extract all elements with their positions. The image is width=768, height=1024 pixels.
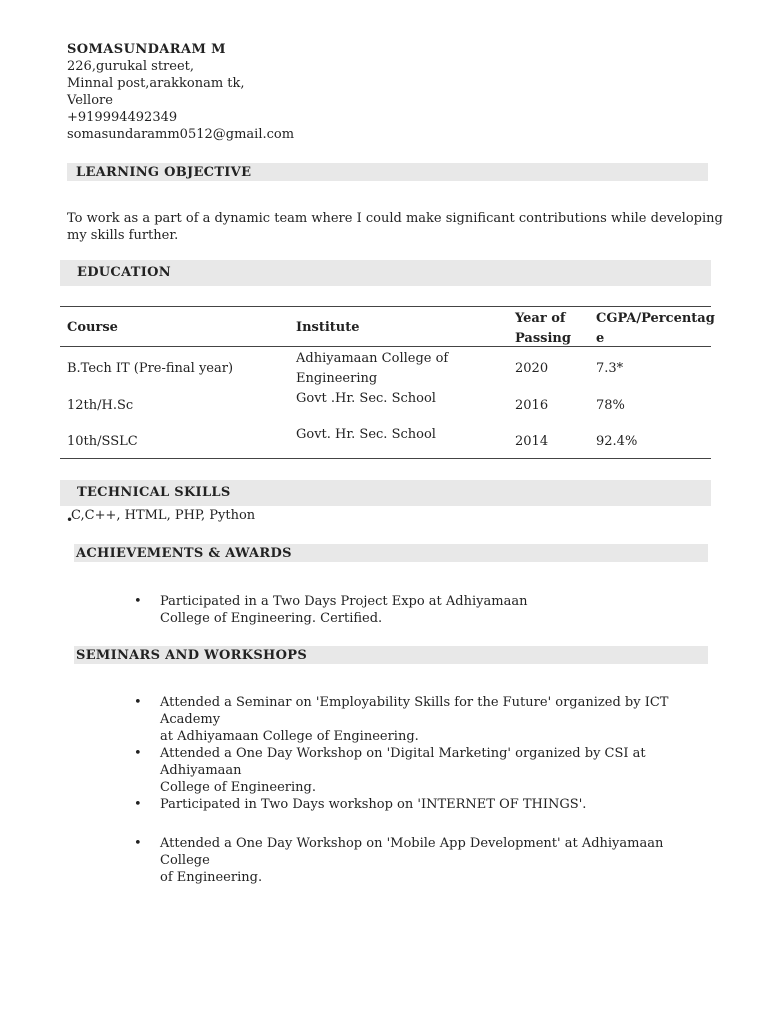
objective-text-line-2: my skills further. [67, 228, 179, 243]
education-heading: EDUCATION [77, 265, 171, 280]
skills-text: C,C++, HTML, PHP, Python [71, 508, 256, 523]
row-institute [296, 349, 448, 388]
list-item [134, 835, 714, 886]
list-item [134, 694, 714, 745]
row-course: 10th/SSLC [67, 434, 138, 449]
row-course: B.Tech IT (Pre-final year) [67, 361, 234, 376]
skills-bullet: • [66, 513, 74, 527]
row-year: 2016 [515, 398, 549, 413]
list-item-line-2: at Adhiyamaan College of Engineering. [160, 729, 419, 744]
row-score: 92.4% [596, 434, 638, 449]
list-item [134, 745, 714, 796]
seminars-list [134, 694, 714, 886]
row-institute: Govt .Hr. Sec. School [296, 391, 436, 406]
list-item-line-2: of Engineering. [160, 870, 263, 885]
list-item-line-1: • Attended a One Day Workshop on 'Mobile App Development' at Adhiyamaan College [160, 836, 664, 868]
email-address: somasundaramm0512@gmail.com [67, 127, 295, 142]
skills-heading: TECHNICAL SKILLS [77, 485, 231, 500]
header-cgpa [596, 309, 715, 348]
address-line-1: 226,gurukal street, [67, 59, 194, 74]
list-item-line-1: • Attended a Seminar on 'Employability Skills for the Future' organized by ICT Academy [160, 695, 669, 727]
objective-text [67, 210, 723, 244]
table-bottom-rule [60, 458, 711, 459]
list-item-line-2: College of Engineering. [160, 780, 316, 795]
row-year: 2020 [515, 361, 549, 376]
list-item [134, 796, 714, 813]
list-item-line-1: • Attended a One Day Workshop on 'Digital Marketing' organized by CSI at Adhiyamaan [160, 746, 646, 778]
header-year-line-1: Year of [515, 311, 566, 326]
contact-block [67, 41, 294, 143]
row-score: 78% [596, 398, 625, 413]
row-year: 2014 [515, 434, 549, 449]
list-item-line-2: College of Engineering. Certified. [160, 611, 383, 626]
header-cgpa-line-2: e [596, 330, 605, 346]
header-institute: Institute [296, 320, 360, 335]
seminars-heading: SEMINARS AND WORKSHOPS [76, 648, 308, 663]
address-line-3: Vellore [67, 93, 113, 108]
address-line-2: Minnal post,arakkonam tk, [67, 76, 245, 91]
list-item-line-1: • Participated in a Two Days Project Expo at Adhiyamaan [160, 594, 528, 609]
row-institute-line-2: Engineering [296, 370, 378, 386]
header-year [515, 309, 571, 348]
header-year-line-2: Passing [515, 330, 571, 346]
table-top-rule [60, 306, 711, 307]
list-item [134, 593, 714, 627]
list-item-line-1: • Participated in Two Days workshop on 'INTERNET OF THINGS'. [160, 797, 587, 812]
candidate-name: SOMASUNDARAM M [67, 42, 226, 57]
header-cgpa-line-1: CGPA/Percentag [596, 311, 715, 326]
row-course: 12th/H.Sc [67, 398, 134, 413]
achievements-heading: ACHIEVEMENTS & AWARDS [76, 546, 292, 561]
phone-number: +919994492349 [67, 110, 178, 125]
row-institute: Govt. Hr. Sec. School [296, 427, 436, 442]
header-course: Course [67, 320, 118, 335]
objective-text-line-1: To work as a part of a dynamic team where I could make significant contributions while developing [67, 211, 723, 226]
objective-heading: LEARNING OBJECTIVE [76, 165, 252, 180]
row-institute-line-1: Adhiyamaan College of [296, 351, 449, 366]
achievements-list [134, 593, 714, 627]
row-score: 7.3* [596, 361, 624, 376]
